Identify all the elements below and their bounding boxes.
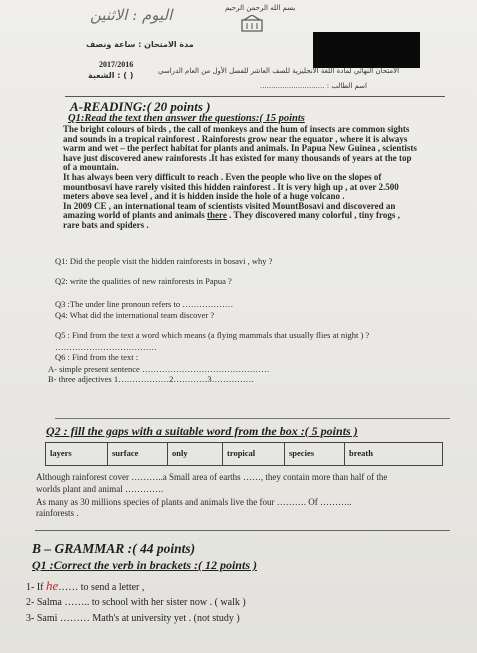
- grammar-q1-heading: Q1 :Correct the verb in brackets :( 12 points ): [32, 558, 257, 572]
- handwritten-day: اليوم : الاثنين: [90, 6, 173, 24]
- q2-line: worlds plant and animal ………….: [36, 484, 164, 494]
- passage-line: and sounds in a tropical rainforest . Rainforests grow near the equator , where it is always: [63, 133, 408, 144]
- divider: [55, 418, 450, 419]
- word-box-item: only: [168, 443, 223, 465]
- passage-line: have just discovered anew rainforests .It has existed for many thousands of years at the top: [63, 152, 412, 163]
- ministry-logo: [236, 15, 268, 33]
- word-box-item: species: [285, 443, 345, 465]
- reading-question: Q1: Did the people visit the hidden rainforests in bosavi , why ?: [55, 256, 273, 266]
- grammar-item: 2- Salma …….. to school with her sister now . ( walk ): [26, 597, 246, 608]
- word-box-item: surface: [108, 443, 168, 465]
- reading-question: Q3 :The under line pronoun refers to ………………: [55, 299, 234, 309]
- reading-question: A- simple present sentence ………………………………………: [48, 364, 270, 374]
- q2-heading: Q2 : fill the gaps with a suitable word from the box :( 5 points ): [46, 424, 358, 438]
- q2-line: As many as 30 millions species of plants and animals live the four ………. Of ………..: [36, 497, 352, 507]
- school-year: 2017/2016: [99, 60, 134, 69]
- passage-line: In 2009 CE , an international team of scientists visited MountBosavi and discovered an: [63, 200, 396, 211]
- passage-line: mountbosavi have rarely visited this hidden rainforest . It is very high up , at over 2.500: [63, 181, 399, 192]
- reading-q1-heading: Q1:Read the text then answer the questions:( 15 points: [68, 113, 305, 124]
- student-name-field: اسم الطالب : .............................: [260, 82, 367, 90]
- divider: [35, 530, 450, 531]
- reading-question: Q5 : Find from the text a word which means (a flying mammals that usually flies at night ) ?: [55, 330, 370, 340]
- redaction-box: [313, 32, 420, 68]
- passage-line: amazing world of plants and animals there . They discovered many colorful , tiny frogs ,: [63, 210, 400, 221]
- passage-line: It has always been very difficult to reach . Even the people who live on the slopes of: [63, 171, 382, 182]
- reading-passage: [63, 125, 417, 231]
- passage-line: of a mountain.: [63, 162, 119, 173]
- word-box-item: breath: [349, 448, 373, 458]
- q2-line: rainforests .: [36, 508, 79, 518]
- grammar-item: 1- If he…… to send a letter ,: [26, 578, 145, 593]
- word-box-item: layers: [46, 443, 108, 465]
- reading-question: Q4: What did the international team discover ?: [55, 310, 215, 320]
- divider: [65, 96, 445, 97]
- class-section: ( ) : الشعبة: [88, 71, 134, 80]
- reading-question: ………………………………: [55, 342, 157, 352]
- passage-line: rare bats and spiders .: [63, 219, 149, 230]
- exam-title-arabic: الامتحان النهائي لمادة اللغة الانجليزية للصف العاشر للفصل الأول من العام الدراسي: [158, 67, 400, 75]
- reading-question: Q2: write the qualities of new rainforests in Papua ?: [55, 276, 232, 286]
- word-box-item: tropical: [223, 443, 285, 465]
- exam-duration: مدة الامتحان : ساعة ونصف: [86, 40, 194, 49]
- grammar-heading: B – GRAMMAR :( 44 points): [32, 541, 196, 556]
- passage-line: The bright colours of birds , the call of monkeys and the hum of insects are common sights: [63, 124, 410, 134]
- reading-question: Q6 : Find from the text :: [55, 352, 139, 362]
- q2-line: Although rainforest cover ………..a Small area of earths ……, they contain more than half of the: [36, 472, 388, 482]
- passage-line: warm and wet – the perfect habitat for plants and animals. In Papua New Guinea , scientists: [63, 143, 417, 154]
- reading-question: B- three adjectives 1………………2…………3……………: [48, 374, 255, 384]
- grammar-item: 3- Sami ……… Math's at university yet . (not study ): [26, 613, 240, 624]
- passage-line: meters above sea level , and it is hidden inside the hole of a huge volcano .: [63, 191, 345, 202]
- word-box: [45, 442, 443, 466]
- reading-heading: A-READING:( 20 points ): [70, 99, 211, 114]
- bismillah-text: بسم الله الرحمن الرحيم: [225, 4, 296, 12]
